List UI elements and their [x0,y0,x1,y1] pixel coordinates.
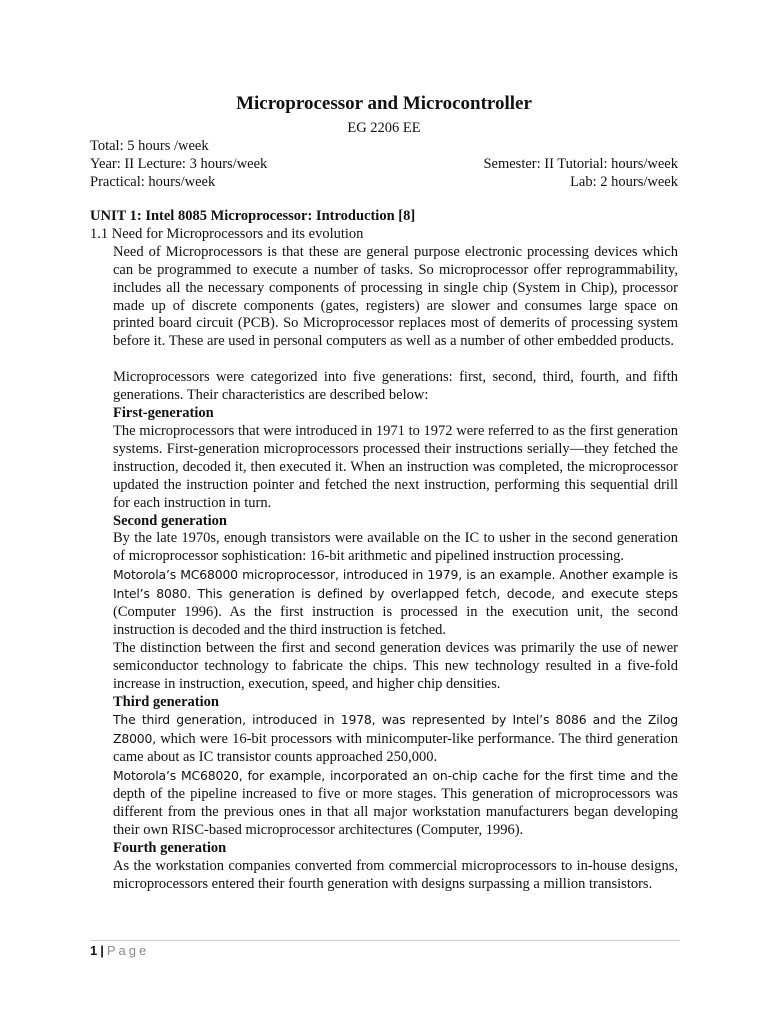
year-lecture: Year: II Lecture: 3 hours/week [90,156,268,172]
intro-paragraph: Need of Microprocessors is that these are general purpose electronic processing devices which can be programmed to execute a number of tasks. So microprocessor offer reprogrammability, includes all the necessary components of processing in single chip (System in Chip), processor made up of discrete components (gates, registers) are slower and consumes large space on printed board circuit (PCB). So Microprocessor replaces most of demerits of processing system before it. These are used in personal computers as well as a number of other embedded products. [113,243,678,350]
footer-divider [90,940,680,941]
page-label: Page [106,943,150,958]
page-number: 1 [90,943,98,958]
second-gen-text-1: By the late 1970s, enough transistors were available on the IC to usher in the second generation of microprocessor sophistication: 16-bit arithmetic and pipelined instruction processing. [113,530,678,565]
second-gen-heading: Second generation [113,512,227,529]
fourth-gen-heading: Fourth generation [113,839,227,856]
total-hours: Total: 5 hours /week [90,138,209,154]
fourth-gen-text: As the workstation companies converted from commercial microprocessors to in-house designs, microprocessors entered their fourth generation with designs surpassing a million transistors. [113,857,678,892]
semester-tutorial: Semester: II Tutorial: hours/week [483,156,678,172]
third-gen-text-1-sans: The third generation, introduced in 1978, was represented by Intel’s 8086 and the Zilog Z8000, [113,712,678,747]
third-gen-heading: Third generation [113,693,219,710]
third-gen-text-2 [113,767,678,840]
section-heading: 1.1 Need for Microprocessors and its evolution [90,225,364,242]
document-title: Microprocessor and Microcontroller [236,93,532,114]
generations-intro: Microprocessors were categorized into five generations: first, second, third, fourth, and fifth generations. Their characteristics are described below: [113,369,678,404]
first-gen-text: The microprocessors that were introduced in 1971 to 1972 were referred to as the first generation systems. First-generation microprocessors processed their instructions serially—they fetched the instruction, decoded it, then executed it. When an instruction was completed, the microprocessor updated the instruction pointer and fetched the next instruction, performing this sequential drill for each instruction in turn. [113,422,678,511]
lab-hours: Lab: 2 hours/week [570,174,678,190]
third-gen-text-2-sans: Motorola’s MC68020, for example, incorporated an on-chip cache for the first time and the [113,768,678,784]
course-code: EG 2206 EE [347,120,421,136]
second-gen-text-2-serif: (Computer 1996). As the first instruction is processed in the execution unit, the second instruction is decoded and the third instruction is fetched. [113,604,678,638]
second-gen-text-2 [113,566,678,640]
section-content [113,244,678,894]
unit-heading: UNIT 1: Intel 8085 Microprocessor: Introduction [8] [90,208,416,224]
third-gen-text-1 [113,711,678,767]
second-gen-text-3: The distinction between the first and second generation devices was primarily the use of newer semiconductor technology to fabricate the chips. This new technology resulted in a five-fold increase in instruction, execution, speed, and higher chip densities. [113,639,678,692]
document-body [90,208,678,894]
footer-separator: | [100,943,104,958]
third-gen-text-2-serif: depth of the pipeline increased to five or more stages. This generation of microprocessors was different from the previous ones in that all major workstation manufacturers began developing their own RISC-based microprocessor architectures (Computer, 1996). [113,786,678,838]
practical-hours: Practical: hours/week [90,174,216,190]
first-gen-heading: First-generation [113,405,214,422]
second-gen-text-2-sans: Motorola’s MC68000 microprocessor, introduced in 1979, is an example. Another example is Intel’s 8080. This generation is defined by overlapped fetch, decode, and execute steps [113,567,678,602]
third-gen-text-1-serif: which were 16-bit processors with minicomputer-like performance. The third generation came about as IC transistor counts approached 250,000. [113,731,678,766]
page-footer [90,943,149,959]
